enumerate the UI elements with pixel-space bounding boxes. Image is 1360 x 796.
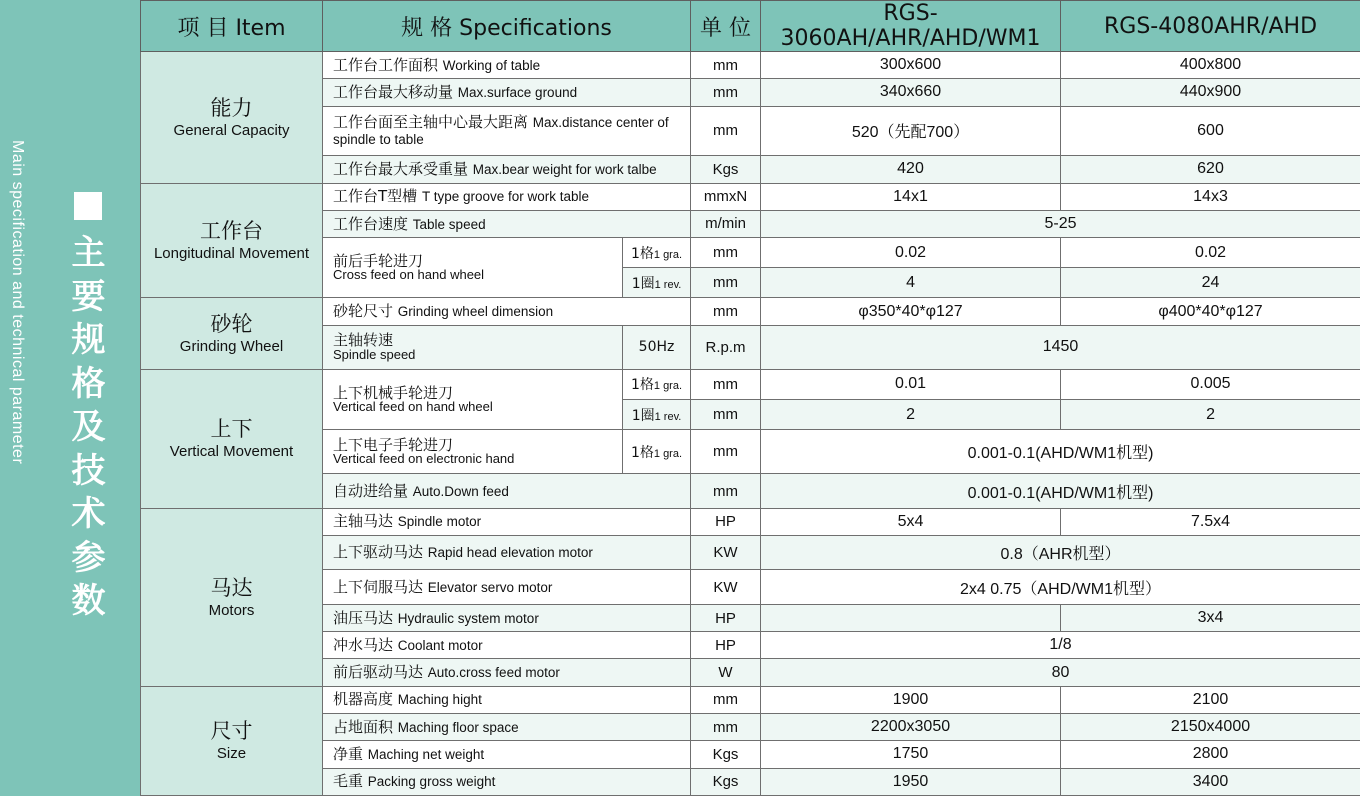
value-cell-model-2: 400x800 [1061, 52, 1360, 79]
item-label-cn: 上下伺服马达 [333, 577, 428, 596]
item-label-cn: 自动进给量 [333, 481, 413, 500]
specifications-table [140, 0, 1360, 796]
item-label-en: Coolant motor [397, 637, 483, 653]
table-row [141, 713, 1360, 740]
item-label-cn: 上下机械手轮进刀 [333, 383, 454, 402]
value-cell-model-1: 1950 [761, 768, 1061, 795]
banner-title-cn: 主要规格及技术参数 [71, 233, 107, 622]
unit-cell: mm [691, 268, 761, 298]
table-row [141, 632, 1360, 659]
value-cell-model-1: 0.02 [761, 238, 1061, 268]
table-row [141, 238, 1360, 268]
specifications-table-wrap [140, 0, 1360, 796]
table-row [141, 508, 1360, 535]
item-label-en: Maching floor space [397, 719, 519, 735]
value-cell-model-1: 4 [761, 268, 1061, 298]
value-cell-merged: 0.8（AHR机型） [761, 536, 1360, 570]
square-bullet-icon [74, 192, 102, 220]
item-label-cn: 上下电子手轮进刀 [333, 435, 454, 454]
unit-cell: mm [691, 400, 761, 430]
sub-label-cn: 1格 [630, 444, 654, 461]
unit-cell: mm [691, 52, 761, 79]
table-row [141, 768, 1360, 795]
table-row [141, 106, 1360, 156]
item-label-cn: 砂轮尺寸 [333, 302, 398, 321]
sub-label-en: 1 rev. [654, 410, 682, 423]
item-label-cn: 上下驱动马达 [333, 543, 428, 562]
group-label-cn: 上下 [210, 417, 253, 442]
sub-cell [623, 400, 691, 430]
value-cell-model-2: 600 [1061, 106, 1360, 156]
sub-label-en: 1 gra. [653, 380, 683, 393]
value-cell-merged: 2x4 0.75（AHD/WM1机型） [761, 570, 1360, 604]
value-cell-merged: 1/8 [761, 632, 1360, 659]
item-cell [323, 52, 691, 79]
table-row [141, 298, 1360, 325]
value-cell-merged: 1450 [761, 325, 1360, 369]
item-cell [323, 604, 691, 631]
banner-title-en: Main specification and technical parameter [9, 140, 26, 465]
value-cell-model-2: 3400 [1061, 768, 1360, 795]
sub-cell [623, 268, 691, 298]
table-body [141, 52, 1360, 796]
unit-cell: mm [691, 430, 761, 474]
unit-cell: m/min [691, 210, 761, 237]
group-label-en: Motors [208, 601, 255, 619]
group-cell [141, 508, 323, 686]
value-cell-model-2: 3x4 [1061, 604, 1360, 631]
sub-cell [623, 369, 691, 399]
value-cell-model-1: 300x600 [761, 52, 1061, 79]
group-label-en: Grinding Wheel [179, 338, 284, 356]
item-label-cn: 工作台速度 [333, 214, 413, 233]
item-cell [323, 508, 691, 535]
table-row [141, 156, 1360, 183]
group-cell [141, 52, 323, 184]
group-cell [141, 183, 323, 298]
item-cell [323, 474, 691, 508]
item-label-en: Max.bear weight for work talbe [472, 162, 657, 178]
item-label-en: Max.distance center of spindle to table [333, 115, 669, 147]
item-label-en: Auto.cross feed motor [427, 665, 560, 681]
value-cell-model-2: φ400*40*φ127 [1061, 298, 1360, 325]
unit-cell: W [691, 659, 761, 686]
value-cell-model-2: 7.5x4 [1061, 508, 1360, 535]
group-cell [141, 369, 323, 508]
header-item: 项 目 Item [141, 1, 323, 52]
group-label-cn: 马达 [210, 575, 253, 600]
item-cell [323, 741, 691, 768]
sub-label-cn: 1圈 [631, 407, 655, 424]
item-label-en: Working of table [442, 57, 541, 73]
group-label-en: Longitudinal Movement [153, 244, 310, 262]
item-label-cn: 工作台T型槽 [333, 187, 422, 206]
unit-cell: mm [691, 238, 761, 268]
item-label-en: Packing gross weight [367, 774, 496, 790]
item-label-cn: 油压马达 [333, 608, 398, 627]
value-cell-model-1: 340x660 [761, 79, 1061, 106]
value-cell-model-1: φ350*40*φ127 [761, 298, 1061, 325]
header-unit: 单 位 [691, 1, 761, 52]
item-label-cn: 前后驱动马达 [333, 663, 428, 682]
sub-cell [623, 238, 691, 268]
group-label-cn: 砂轮 [210, 311, 253, 336]
item-label-cn: 工作台面至主轴中心最大距离 [333, 113, 533, 132]
item-cell [323, 768, 691, 795]
unit-cell: HP [691, 508, 761, 535]
item-label-en: Max.surface ground [457, 84, 578, 100]
table-row [141, 52, 1360, 79]
item-label-en: Maching hight [397, 692, 482, 708]
item-label-cn: 工作台最大移动量 [333, 82, 458, 101]
side-banner [0, 0, 140, 796]
sub-label-cn: 1格 [630, 245, 654, 262]
unit-cell: Kgs [691, 768, 761, 795]
item-label-cn: 前后手轮进刀 [333, 251, 424, 270]
item-label-en: Elevator servo motor [427, 579, 553, 595]
item-cell [323, 536, 691, 570]
table-row [141, 474, 1360, 508]
unit-cell: mm [691, 369, 761, 399]
value-cell-model-1: 1750 [761, 741, 1061, 768]
item-label-en: Hydraulic system motor [397, 610, 539, 626]
unit-cell: KW [691, 536, 761, 570]
value-cell-model-2: 440x900 [1061, 79, 1360, 106]
table-row [141, 210, 1360, 237]
unit-cell: KW [691, 570, 761, 604]
item-cell [323, 210, 691, 237]
table-row [141, 741, 1360, 768]
item-cell [323, 659, 691, 686]
header-row [141, 1, 1360, 52]
item-cell [323, 325, 623, 369]
item-label-en: Grinding wheel dimension [397, 304, 554, 320]
value-cell-model-2: 14x3 [1061, 183, 1360, 210]
side-banner-inner [0, 0, 140, 796]
value-cell-model-2: 2800 [1061, 741, 1360, 768]
unit-cell: mm [691, 686, 761, 713]
unit-cell: mm [691, 106, 761, 156]
item-label-cn: 机器高度 [333, 690, 398, 709]
value-cell-model-2: 620 [1061, 156, 1360, 183]
group-label-en: General Capacity [173, 121, 290, 139]
sub-label-en: 1 gra. [653, 248, 683, 261]
item-label-en: Auto.Down feed [412, 483, 509, 499]
group-label-cn: 工作台 [200, 218, 263, 243]
item-label-cn: 毛重 [333, 772, 368, 791]
unit-cell: Kgs [691, 156, 761, 183]
value-cell-model-1: 5x4 [761, 508, 1061, 535]
value-cell-model-1: 1900 [761, 686, 1061, 713]
item-label-en: Table speed [412, 216, 486, 232]
table-row [141, 79, 1360, 106]
value-cell-model-2: 0.005 [1061, 369, 1360, 399]
group-label-cn: 尺寸 [210, 719, 253, 744]
table-row [141, 369, 1360, 399]
value-cell-model-1: 420 [761, 156, 1061, 183]
value-cell-model-2: 0.02 [1061, 238, 1360, 268]
table-head [141, 1, 1360, 52]
item-label-cn: 冲水马达 [333, 635, 398, 654]
item-label-cn: 主轴转速 [333, 331, 394, 350]
item-cell [323, 156, 691, 183]
sub-cell [623, 430, 691, 474]
item-cell [323, 632, 691, 659]
sub-label-en: 1 rev. [654, 278, 682, 291]
table-row [141, 325, 1360, 369]
table-row [141, 659, 1360, 686]
group-cell [141, 298, 323, 369]
table-row [141, 183, 1360, 210]
value-cell-merged: 5-25 [761, 210, 1360, 237]
value-cell-model-1 [761, 604, 1061, 631]
item-cell [323, 183, 691, 210]
group-label-en: Vertical Movement [169, 443, 294, 461]
value-cell-model-1: 0.01 [761, 369, 1061, 399]
item-label-en: Spindle motor [397, 514, 482, 530]
item-cell [323, 570, 691, 604]
item-label-cn: 净重 [333, 744, 368, 763]
item-cell [323, 79, 691, 106]
unit-cell: HP [691, 604, 761, 631]
value-cell-merged: 0.001-0.1(AHD/WM1机型) [761, 430, 1360, 474]
item-label-cn: 主轴马达 [333, 512, 398, 531]
value-cell-model-1: 14x1 [761, 183, 1061, 210]
item-cell [323, 298, 691, 325]
value-cell-model-2: 24 [1061, 268, 1360, 298]
sub-cell: 50Hz [623, 325, 691, 369]
unit-cell: mm [691, 474, 761, 508]
item-label-en: Maching net weight [367, 746, 485, 762]
header-spec: 规 格 Specifications [323, 1, 691, 52]
item-cell [323, 238, 623, 298]
group-label-cn: 能力 [210, 95, 253, 120]
unit-cell: mm [691, 713, 761, 740]
value-cell-model-1: 2200x3050 [761, 713, 1061, 740]
item-cell [323, 686, 691, 713]
header-model-1: RGS-3060AH/AHR/AHD/WM1 [761, 1, 1061, 52]
table-row [141, 570, 1360, 604]
header-model-2: RGS-4080AHR/AHD [1061, 1, 1360, 52]
item-label-en: T type groove for work table [421, 189, 590, 205]
unit-cell: R.p.m [691, 325, 761, 369]
item-label-en: Vertical feed on hand wheel [333, 399, 493, 415]
value-cell-model-2: 2150x4000 [1061, 713, 1360, 740]
unit-cell: mmxN [691, 183, 761, 210]
value-cell-model-1: 2 [761, 400, 1061, 430]
unit-cell: mm [691, 298, 761, 325]
item-cell [323, 369, 623, 429]
item-label-en: Spindle speed [333, 346, 416, 362]
item-label-cn: 工作台工作面积 [333, 55, 443, 74]
group-label-en: Size [216, 745, 247, 763]
item-label-en: Rapid head elevation motor [427, 545, 593, 561]
value-cell-model-2: 2 [1061, 400, 1360, 430]
item-cell [323, 430, 623, 474]
table-row [141, 430, 1360, 474]
item-cell [323, 713, 691, 740]
sub-label-cn: 1圈 [631, 275, 655, 292]
item-cell [323, 106, 691, 156]
value-cell-merged: 0.001-0.1(AHD/WM1机型) [761, 474, 1360, 508]
group-cell [141, 686, 323, 795]
unit-cell: mm [691, 79, 761, 106]
value-cell-merged: 80 [761, 659, 1360, 686]
item-label-en: Cross feed on hand wheel [333, 267, 485, 283]
table-row [141, 686, 1360, 713]
table-row [141, 604, 1360, 631]
item-label-en: Vertical feed on electronic hand [333, 451, 515, 467]
table-row [141, 536, 1360, 570]
sub-label-en: 1 gra. [653, 447, 683, 460]
value-cell-model-2: 2100 [1061, 686, 1360, 713]
item-label-cn: 占地面积 [333, 717, 398, 736]
sub-label-cn: 1格 [630, 377, 654, 394]
unit-cell: Kgs [691, 741, 761, 768]
unit-cell: HP [691, 632, 761, 659]
item-label-cn: 工作台最大承受重量 [333, 160, 473, 179]
value-cell-model-1: 520（先配700） [761, 106, 1061, 156]
